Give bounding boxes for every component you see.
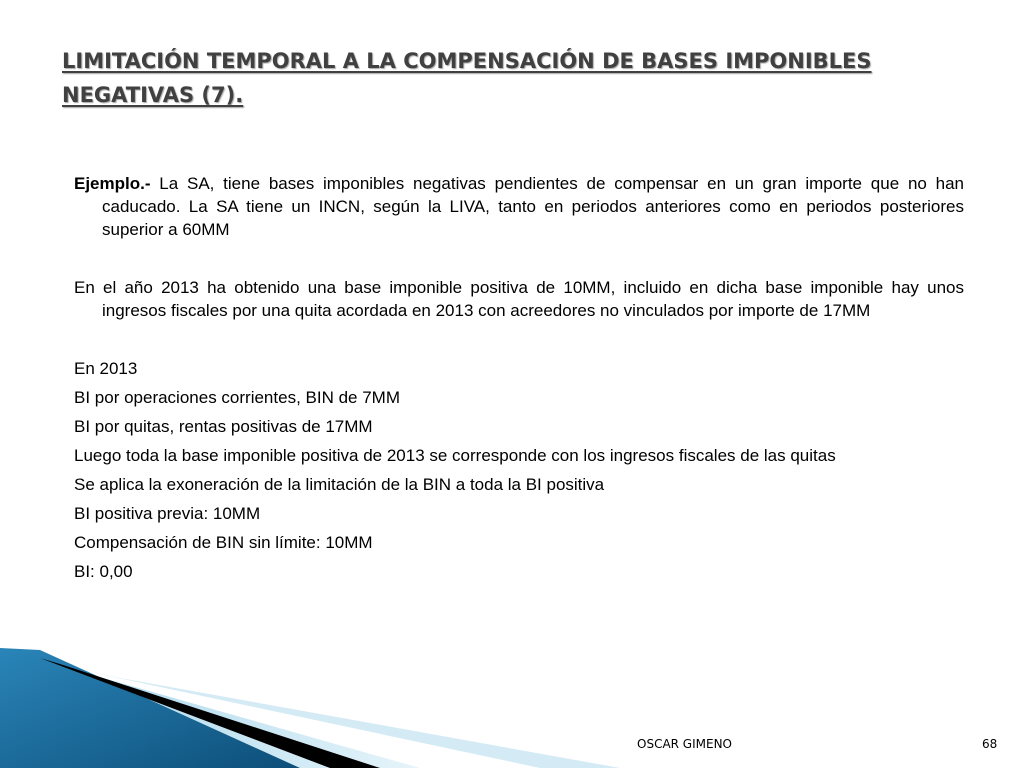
line-exoneration: Se aplica la exoneración de la limitación de la BIN a toda la BI positiva (74, 475, 605, 494)
line-bi-result: BI: 0,00 (74, 562, 133, 581)
income-paragraph: En el año 2013 ha obtenido una base imponible positiva de 10MM, incluido en dicha base imponible hay unos ingresos fiscales por una quita acordada en 2013 con acreedores no vinculados por importe de 17MM (74, 278, 964, 320)
example-lead: Ejemplo.- (74, 174, 151, 193)
example-text: La SA, tiene bases imponibles negativas pendientes de compensar en un gran importe que no han caducado. La SA tiene un INCN, según la LIVA, tanto en periodos anteriores como en periodos posteriores superior a 60MM (102, 174, 964, 239)
line-bi-quitas: BI por quitas, rentas positivas de 17MM (74, 417, 373, 436)
decor-blue-wedge (0, 648, 300, 768)
line-year: En 2013 (74, 359, 138, 378)
footer-author: OSCAR GIMENO (637, 737, 732, 751)
slide-title: LIMITACIÓN TEMPORAL A LA COMPENSACIÓN DE BASES IMPONIBLES NEGATIVAS (7). (62, 49, 872, 107)
decor-light-band (0, 660, 420, 768)
decor-black-stripe (40, 658, 380, 768)
line-bi-previous: BI positiva previa: 10MM (74, 504, 261, 523)
line-bi-operations: BI por operaciones corrientes, BIN de 7MM (74, 388, 400, 407)
example-paragraph (74, 172, 964, 241)
decor-pale-stripe (90, 672, 620, 768)
page-number: 68 (982, 737, 998, 751)
line-conclusion: Luego toda la base imponible positiva de 2013 se corresponde con los ingresos fiscales de las quitas (74, 446, 836, 465)
slide-body (74, 172, 964, 589)
line-compensation: Compensación de BIN sin límite: 10MM (74, 533, 373, 552)
